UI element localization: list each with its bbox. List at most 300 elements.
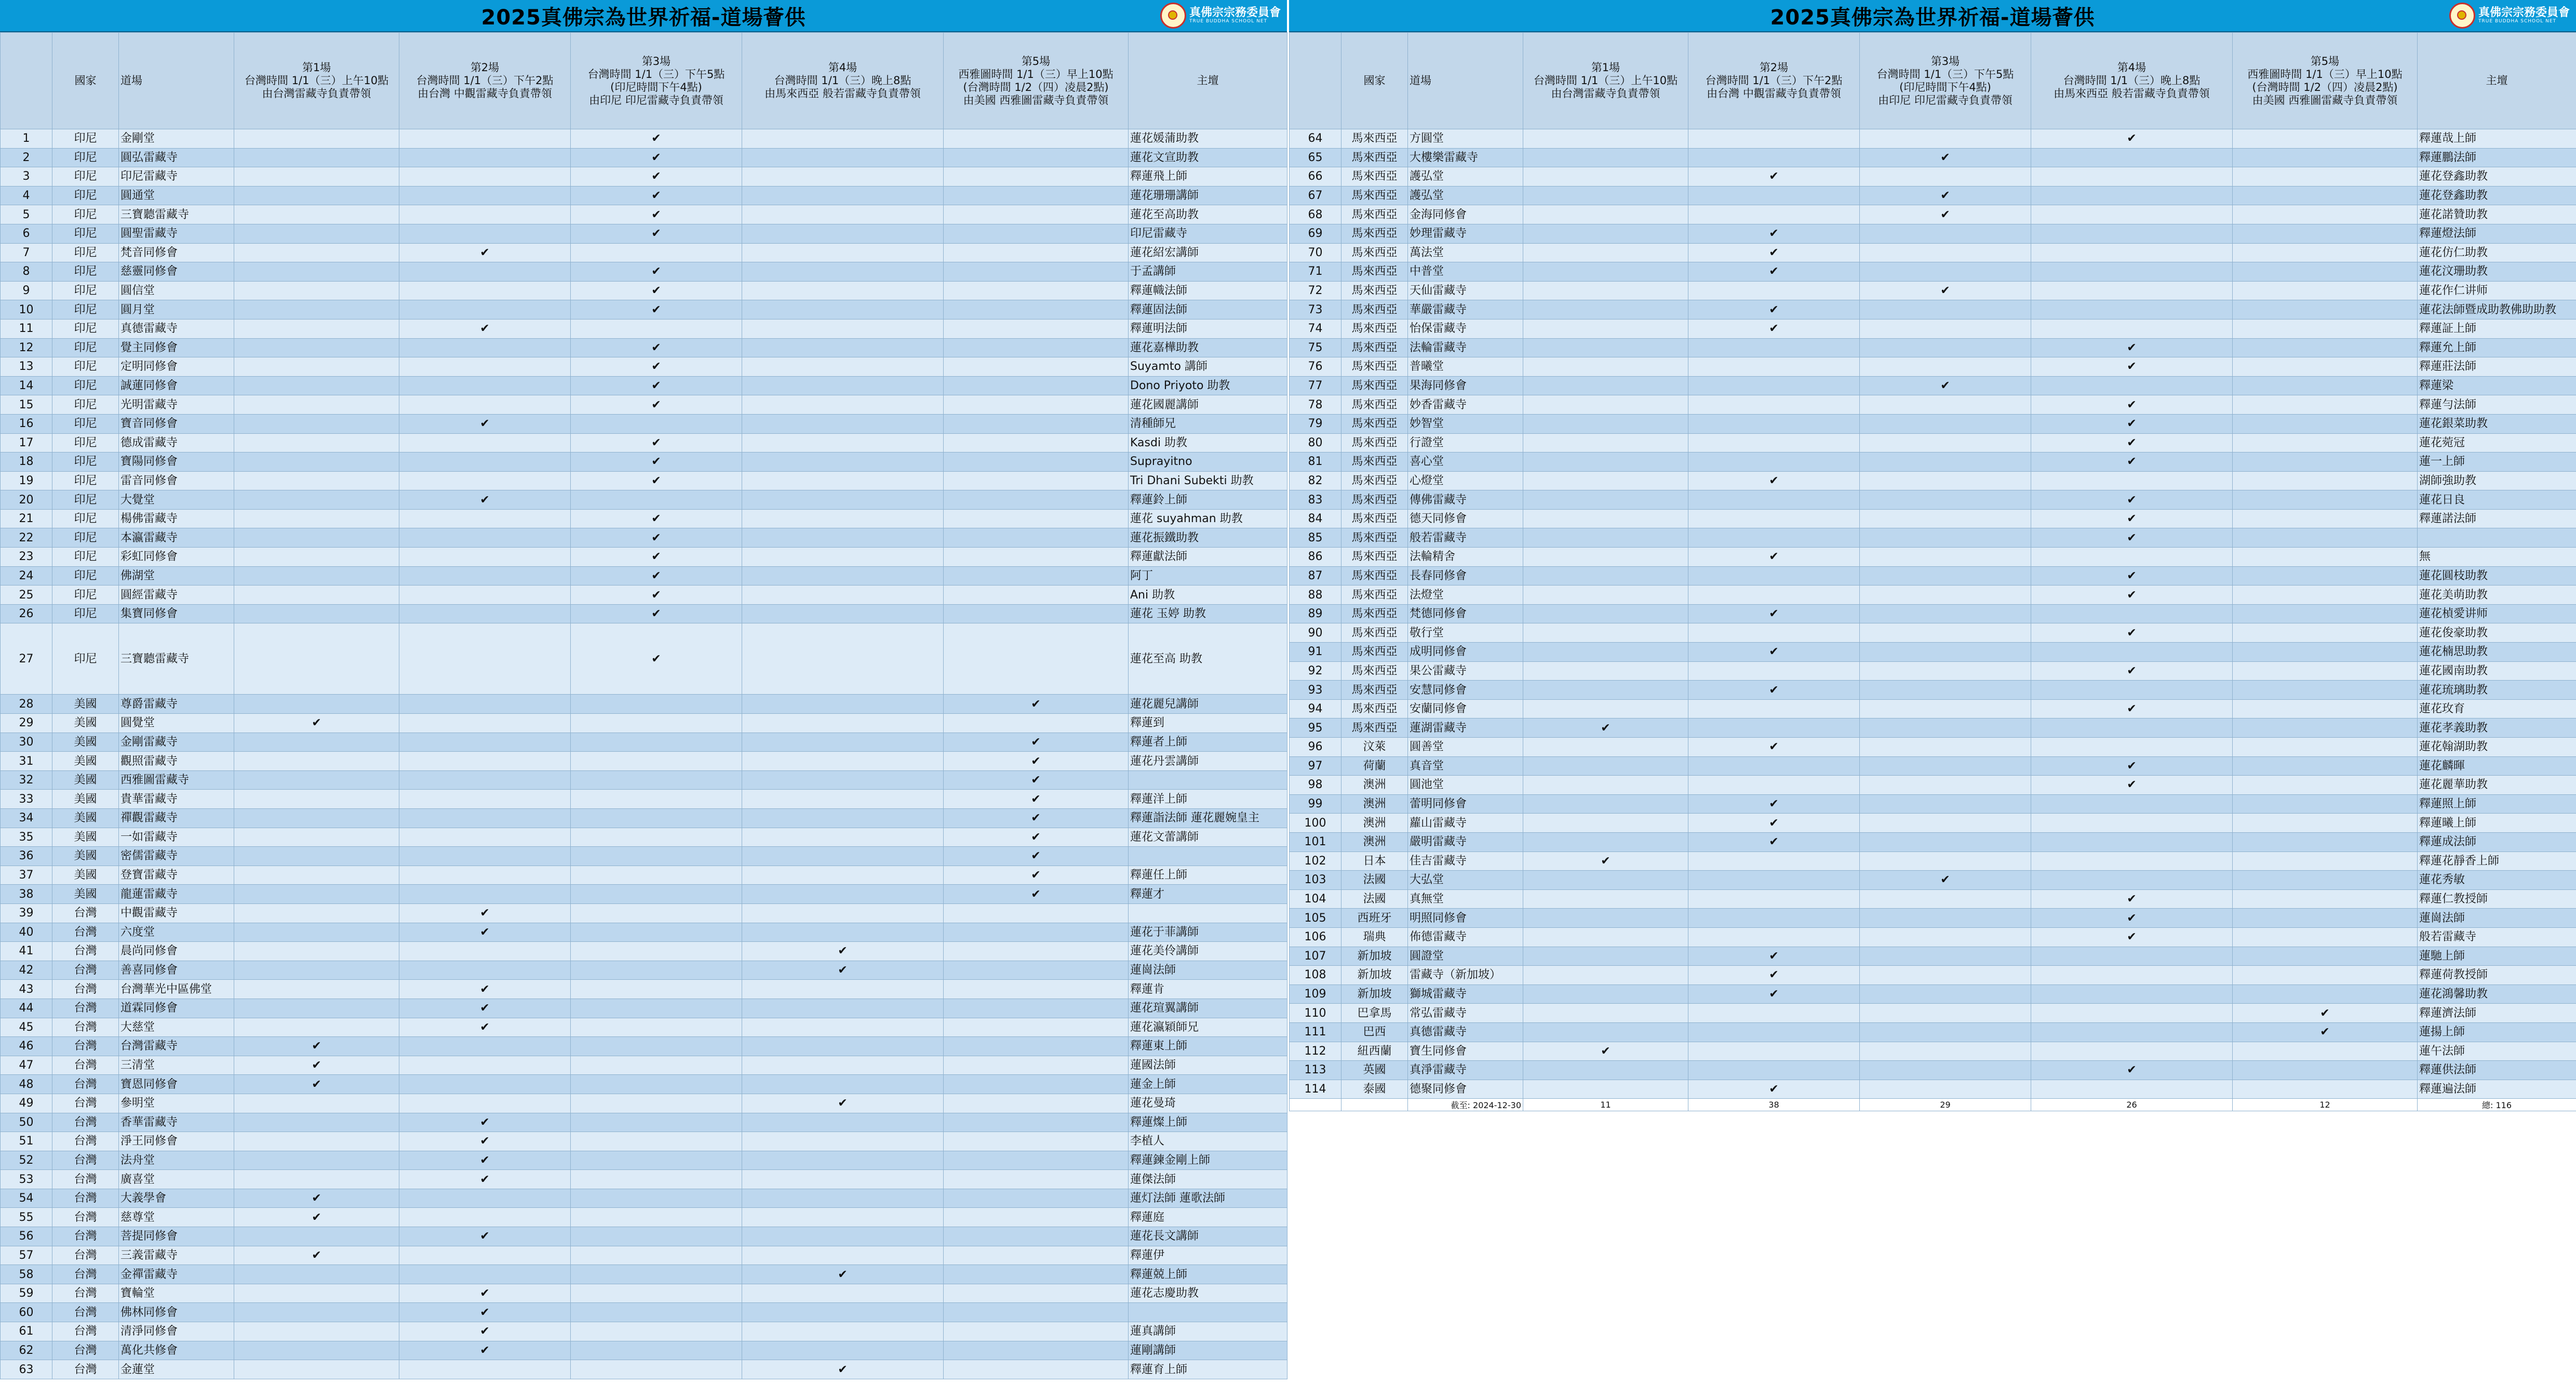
session-4-check-icon: ✔ (2031, 528, 2233, 548)
table-row[interactable] (1290, 148, 2576, 167)
session-2-cell (399, 604, 571, 623)
brand-subtitle: TRUE BUDDHA SCHOOL NET (2478, 19, 2557, 24)
session-4-cell (742, 281, 944, 300)
table-row[interactable] (1290, 490, 2576, 510)
master-cell: 蓮花作仁讲师 (2418, 281, 2576, 300)
table-row[interactable] (1, 866, 1287, 885)
master-cell: 蓮揚上師 (2418, 1022, 2576, 1042)
table-row[interactable] (1290, 604, 2576, 623)
session-4-cell (2031, 471, 2233, 490)
session-5-cell (944, 319, 1129, 338)
master-cell: 釋蓮荷教授師 (2418, 966, 2576, 985)
table-row[interactable] (1290, 681, 2576, 700)
session-1-cell (234, 148, 399, 167)
table-row[interactable] (1290, 224, 2576, 243)
table-row[interactable] (1, 1170, 1287, 1189)
row-number: 109 (1290, 984, 1341, 1004)
session-5-cell (944, 623, 1129, 695)
session-5-cell (2233, 889, 2418, 909)
table-row[interactable] (1, 376, 1287, 395)
header-session-2: 第2場 台灣時間 1/1（三）下午2點 由台灣 中觀雷藏寺負責帶領 (399, 33, 571, 129)
table-row[interactable] (1, 224, 1287, 243)
row-number: 25 (1, 585, 52, 605)
master-cell: 釋蓮花靜香上師 (2418, 851, 2576, 871)
table-row[interactable] (1, 1094, 1287, 1113)
table-row[interactable] (1290, 947, 2576, 966)
schedule-table-left (0, 32, 1287, 1379)
session-2-cell (399, 471, 571, 490)
table-row[interactable] (1, 1113, 1287, 1132)
table-row[interactable] (1, 243, 1287, 262)
session-4-cell (742, 809, 944, 828)
master-cell: 蓮花鴻馨助教 (2418, 984, 2576, 1004)
table-row[interactable] (1, 770, 1287, 790)
table-row[interactable] (1290, 509, 2576, 528)
table-row[interactable] (1, 453, 1287, 472)
temple-cell: 萬法堂 (1408, 243, 1523, 262)
temple-cell: 法燈堂 (1408, 585, 1523, 605)
session-5-cell (944, 490, 1129, 510)
country-cell: 馬來西亞 (1341, 262, 1408, 282)
temple-cell: 淨王同修會 (119, 1132, 234, 1151)
session-2-cell (1688, 1061, 1860, 1080)
session-5-cell (2233, 566, 2418, 585)
table-row[interactable] (1, 1075, 1287, 1094)
session-3-cell (571, 490, 742, 510)
header-session-3: 第3場 台灣時間 1/1（三）下午5點 (印尼時間下午4點) 由印尼 印尼雷藏寺負責帶領 (571, 33, 742, 129)
table-row[interactable] (1290, 718, 2576, 738)
session-2-cell (1688, 376, 1860, 395)
table-row[interactable] (1, 414, 1287, 433)
table-row[interactable] (1290, 186, 2576, 205)
temple-cell: 光明雷藏寺 (119, 395, 234, 415)
row-number: 108 (1290, 966, 1341, 985)
country-cell: 台灣 (52, 903, 119, 923)
session-3-cell (571, 980, 742, 999)
table-row[interactable] (1, 509, 1287, 528)
session-2-cell (399, 790, 571, 809)
table-row[interactable] (1290, 1042, 2576, 1061)
temple-cell: 真德雷藏寺 (119, 319, 234, 338)
table-row[interactable] (1290, 1080, 2576, 1099)
session-5-cell (2233, 528, 2418, 548)
table-row[interactable] (1290, 357, 2576, 377)
temple-cell: 蓮湖雷藏寺 (1408, 718, 1523, 738)
temple-cell: 法輪雷藏寺 (1408, 338, 1523, 357)
table-row[interactable] (1, 262, 1287, 282)
country-cell: 台灣 (52, 1360, 119, 1379)
session-5-cell (944, 357, 1129, 377)
table-row[interactable] (1290, 699, 2576, 718)
row-number: 52 (1, 1151, 52, 1170)
table-row[interactable] (1290, 927, 2576, 947)
country-cell: 馬來西亞 (1341, 243, 1408, 262)
session-5-cell (2233, 395, 2418, 415)
table-row[interactable] (1, 828, 1287, 847)
table-row[interactable] (1, 281, 1287, 300)
session-3-cell (571, 923, 742, 942)
row-number: 73 (1290, 300, 1341, 320)
session-1-cell (1523, 1004, 1688, 1023)
table-row[interactable] (1, 1265, 1287, 1284)
session-4-check-icon: ✔ (2031, 433, 2233, 453)
table-row[interactable] (1, 1018, 1287, 1037)
table-row[interactable] (1, 300, 1287, 320)
country-cell: 馬來西亞 (1341, 604, 1408, 623)
temple-cell: 菩提同修會 (119, 1227, 234, 1246)
table-row[interactable] (1290, 262, 2576, 282)
session-3-check-icon: ✔ (571, 224, 742, 243)
session-3-cell (1860, 947, 2031, 966)
table-row[interactable] (1, 319, 1287, 338)
temple-cell: 圓池堂 (1408, 776, 1523, 795)
session-4-cell (742, 205, 944, 224)
session-2-check-icon: ✔ (1688, 1080, 1860, 1099)
table-row[interactable] (1, 528, 1287, 548)
table-row[interactable] (1290, 205, 2576, 224)
temple-cell: 大弘堂 (1408, 871, 1523, 890)
master-cell: 阿丁 (1129, 566, 1287, 585)
session-4-check-icon: ✔ (742, 1265, 944, 1284)
table-row[interactable] (1290, 471, 2576, 490)
header-session-4: 第4場 台灣時間 1/1（三）晚上8點 由馬來西亞 般若雷藏寺負責帶領 (742, 33, 944, 129)
session-5-cell (944, 186, 1129, 205)
table-row[interactable] (1290, 661, 2576, 681)
session-3-cell (571, 1151, 742, 1170)
row-number: 38 (1, 885, 52, 904)
country-cell: 馬來西亞 (1341, 490, 1408, 510)
schedule-table-right (1289, 32, 2576, 1111)
session-2-cell (1688, 395, 1860, 415)
table-row[interactable] (1, 1056, 1287, 1075)
session-2-cell (1688, 129, 1860, 149)
session-4-cell (2031, 871, 2233, 890)
table-row[interactable] (1290, 566, 2576, 585)
table-row[interactable] (1, 186, 1287, 205)
table-row[interactable] (1, 129, 1287, 149)
master-cell: 蓮花法師暨成助教佛助助教 (2418, 300, 2576, 320)
table-row[interactable] (1290, 414, 2576, 433)
master-cell: 蓮金上師 (1129, 1075, 1287, 1094)
session-4-cell (742, 376, 944, 395)
session-4-cell (742, 1018, 944, 1037)
session-4-cell (742, 262, 944, 282)
country-cell: 澳洲 (1341, 776, 1408, 795)
session-5-cell (2233, 357, 2418, 377)
master-cell: 釋蓮肯 (1129, 980, 1287, 999)
session-3-cell (571, 1360, 742, 1379)
session-2-check-icon: ✔ (1688, 947, 1860, 966)
table-row[interactable] (1290, 300, 2576, 320)
table-row[interactable] (1290, 129, 2576, 149)
table-row[interactable] (1, 714, 1287, 733)
row-number: 104 (1290, 889, 1341, 909)
table-row[interactable] (1, 566, 1287, 585)
table-row[interactable] (1290, 548, 2576, 567)
session-2-cell (1688, 509, 1860, 528)
session-2-check-icon: ✔ (1688, 984, 1860, 1004)
row-number: 35 (1, 828, 52, 847)
table-row[interactable] (1290, 1004, 2576, 1023)
row-number: 15 (1, 395, 52, 415)
table-row[interactable] (1290, 832, 2576, 851)
session-3-cell (571, 243, 742, 262)
session-2-check-icon: ✔ (399, 923, 571, 942)
table-row[interactable] (1290, 851, 2576, 871)
table-row[interactable] (1, 548, 1287, 567)
temple-cell: 金禪雷藏寺 (119, 1265, 234, 1284)
table-row[interactable] (1, 585, 1287, 605)
row-number: 114 (1290, 1080, 1341, 1099)
table-row[interactable] (1, 1132, 1287, 1151)
table-row[interactable] (1, 1360, 1287, 1379)
session-3-check-icon: ✔ (1860, 148, 2031, 167)
session-5-check-icon: ✔ (944, 809, 1129, 828)
table-row[interactable] (1, 167, 1287, 187)
table-row[interactable] (1, 1246, 1287, 1265)
country-cell: 台灣 (52, 923, 119, 942)
temple-cell: 心燈堂 (1408, 471, 1523, 490)
master-cell: 蓮花日良 (2418, 490, 2576, 510)
row-number: 95 (1290, 718, 1341, 738)
table-row[interactable] (1, 357, 1287, 377)
header-session-4: 第4場 台灣時間 1/1（三）晚上8點 由馬來西亞 般若雷藏寺負責帶領 (2031, 33, 2233, 129)
session-4-cell (742, 695, 944, 714)
temple-cell: 梵德同修會 (1408, 604, 1523, 623)
session-1-check-icon: ✔ (234, 1208, 399, 1227)
table-row[interactable] (1290, 433, 2576, 453)
table-row[interactable] (1, 809, 1287, 828)
row-number: 63 (1, 1360, 52, 1379)
session-1-cell (234, 980, 399, 999)
table-row[interactable] (1290, 776, 2576, 795)
session-5-cell (2233, 623, 2418, 643)
table-row[interactable] (1290, 243, 2576, 262)
session-1-cell (1523, 814, 1688, 833)
session-3-cell (1860, 433, 2031, 453)
session-1-cell (1523, 528, 1688, 548)
temple-cell: 雷音同修會 (119, 471, 234, 490)
table-row[interactable] (1290, 319, 2576, 338)
session-3-cell (571, 809, 742, 828)
session-1-cell (1523, 224, 1688, 243)
session-4-cell (2031, 1080, 2233, 1099)
session-3-check-icon: ✔ (1860, 281, 2031, 300)
session-4-cell (2031, 814, 2233, 833)
temple-cell: 寶生同修會 (1408, 1042, 1523, 1061)
table-row[interactable] (1290, 1022, 2576, 1042)
master-cell: 釋蓮洋上師 (1129, 790, 1287, 809)
master-cell: 蓮花玫育 (2418, 699, 2576, 718)
temple-cell: 梵音同修會 (119, 243, 234, 262)
row-number: 85 (1290, 528, 1341, 548)
table-row[interactable] (1, 205, 1287, 224)
session-5-cell (2233, 167, 2418, 187)
master-cell: 蓮花琉璃助教 (2418, 681, 2576, 700)
row-number: 75 (1290, 338, 1341, 357)
session-5-cell (944, 433, 1129, 453)
session-2-cell (399, 281, 571, 300)
table-row[interactable] (1, 1151, 1287, 1170)
session-4-cell (2031, 681, 2233, 700)
table-row[interactable] (1290, 623, 2576, 643)
temple-cell: 廣喜堂 (119, 1170, 234, 1189)
session-4-cell (742, 1208, 944, 1227)
session-3-check-icon: ✔ (571, 357, 742, 377)
table-row[interactable] (1, 695, 1287, 714)
country-cell: 馬來西亞 (1341, 224, 1408, 243)
session-1-cell (234, 453, 399, 472)
table-row[interactable] (1, 471, 1287, 490)
table-row[interactable] (1, 1284, 1287, 1303)
session-4-check-icon: ✔ (2031, 699, 2233, 718)
table-row[interactable] (1290, 984, 2576, 1004)
table-row[interactable] (1, 733, 1287, 752)
country-cell: 馬來西亞 (1341, 148, 1408, 167)
table-row[interactable] (1, 604, 1287, 623)
country-cell: 印尼 (52, 243, 119, 262)
session-2-check-icon: ✔ (1688, 794, 1860, 814)
session-1-cell (234, 129, 399, 149)
row-number: 22 (1, 528, 52, 548)
session-4-cell (742, 243, 944, 262)
table-row[interactable] (1290, 1061, 2576, 1080)
session-4-check-icon: ✔ (2031, 623, 2233, 643)
session-2-cell (399, 885, 571, 904)
session-4-cell (2031, 376, 2233, 395)
table-row[interactable] (1290, 794, 2576, 814)
table-row[interactable] (1290, 281, 2576, 300)
master-cell: 于孟講師 (1129, 262, 1287, 282)
session-3-cell (571, 1284, 742, 1303)
temple-cell: 蘿山雷藏寺 (1408, 814, 1523, 833)
table-row[interactable] (1290, 395, 2576, 415)
header-row (1290, 33, 2576, 129)
session-2-cell (399, 357, 571, 377)
table-row[interactable] (1, 1227, 1287, 1246)
session-1-cell (1523, 1022, 1688, 1042)
table-row[interactable] (1290, 814, 2576, 833)
row-number: 18 (1, 453, 52, 472)
row-number: 70 (1290, 243, 1341, 262)
session-4-cell (742, 903, 944, 923)
row-number: 64 (1290, 129, 1341, 149)
row-number: 74 (1290, 319, 1341, 338)
table-row[interactable] (1290, 585, 2576, 605)
table-row[interactable] (1, 623, 1287, 695)
session-2-check-icon: ✔ (1688, 224, 1860, 243)
session-2-check-icon: ✔ (399, 903, 571, 923)
table-row[interactable] (1290, 167, 2576, 187)
table-row[interactable] (1, 1037, 1287, 1056)
country-cell: 台灣 (52, 1322, 119, 1341)
session-3-cell (1860, 1080, 2031, 1099)
table-body-left (1, 129, 1287, 1379)
table-row[interactable] (1, 752, 1287, 771)
master-cell: 蓮崗法師 (1129, 961, 1287, 980)
table-row[interactable] (1290, 756, 2576, 776)
table-row[interactable] (1290, 338, 2576, 357)
session-1-cell (1523, 376, 1688, 395)
row-number: 28 (1, 695, 52, 714)
row-number: 53 (1, 1170, 52, 1189)
session-1-cell (234, 623, 399, 695)
session-4-cell (742, 1151, 944, 1170)
table-row[interactable] (1, 942, 1287, 961)
table-row[interactable] (1290, 966, 2576, 985)
table-row[interactable] (1, 923, 1287, 942)
country-cell: 台灣 (52, 1246, 119, 1265)
table-row[interactable] (1, 433, 1287, 453)
row-number: 51 (1, 1132, 52, 1151)
temple-cell: 佛湖堂 (119, 566, 234, 585)
table-row[interactable] (1290, 528, 2576, 548)
master-cell: 蓮花文宣助教 (1129, 148, 1287, 167)
table-row[interactable] (1, 999, 1287, 1018)
table-row[interactable] (1, 1208, 1287, 1227)
table-row[interactable] (1, 961, 1287, 980)
table-row[interactable] (1290, 889, 2576, 909)
temple-cell: 金蓮堂 (119, 1360, 234, 1379)
master-cell: 釋蓮庭 (1129, 1208, 1287, 1227)
country-cell: 台灣 (52, 1132, 119, 1151)
table-row[interactable] (1, 338, 1287, 357)
country-cell: 印尼 (52, 357, 119, 377)
table-row[interactable] (1, 1341, 1287, 1360)
right-sheet (1289, 0, 2576, 1111)
table-row[interactable] (1290, 376, 2576, 395)
session-5-cell (2233, 224, 2418, 243)
session-1-cell (234, 1094, 399, 1113)
session-3-cell (1860, 509, 2031, 528)
session-3-cell (571, 1056, 742, 1075)
table-row[interactable] (1, 903, 1287, 923)
table-row[interactable] (1, 1189, 1287, 1208)
table-row[interactable] (1, 790, 1287, 809)
table-row[interactable] (1290, 453, 2576, 472)
session-4-cell (742, 1170, 944, 1189)
session-2-cell (1688, 718, 1860, 738)
session-5-cell (2233, 319, 2418, 338)
table-row[interactable] (1290, 871, 2576, 890)
master-cell: 蓮一上師 (2418, 453, 2576, 472)
table-row[interactable] (1, 148, 1287, 167)
table-row[interactable] (1, 980, 1287, 999)
table-row[interactable] (1, 395, 1287, 415)
table-row[interactable] (1, 1322, 1287, 1341)
session-4-cell (742, 300, 944, 320)
table-row[interactable] (1, 490, 1287, 510)
session-5-cell (944, 148, 1129, 167)
session-3-cell (571, 961, 742, 980)
table-row[interactable] (1, 1303, 1287, 1322)
table-row[interactable] (1290, 738, 2576, 757)
temple-cell: 中觀雷藏寺 (119, 903, 234, 923)
country-cell: 美國 (52, 847, 119, 866)
header-country: 國家 (1341, 33, 1408, 129)
table-row[interactable] (1, 847, 1287, 866)
table-row[interactable] (1290, 643, 2576, 662)
session-1-cell (234, 262, 399, 282)
table-row[interactable] (1, 885, 1287, 904)
session-1-check-icon: ✔ (234, 1189, 399, 1208)
session-2-check-icon: ✔ (1688, 300, 1860, 320)
table-row[interactable] (1290, 909, 2576, 928)
session-1-cell (234, 1360, 399, 1379)
row-number: 89 (1290, 604, 1341, 623)
temple-cell: 觀照雷藏寺 (119, 752, 234, 771)
session-2-cell (399, 1037, 571, 1056)
